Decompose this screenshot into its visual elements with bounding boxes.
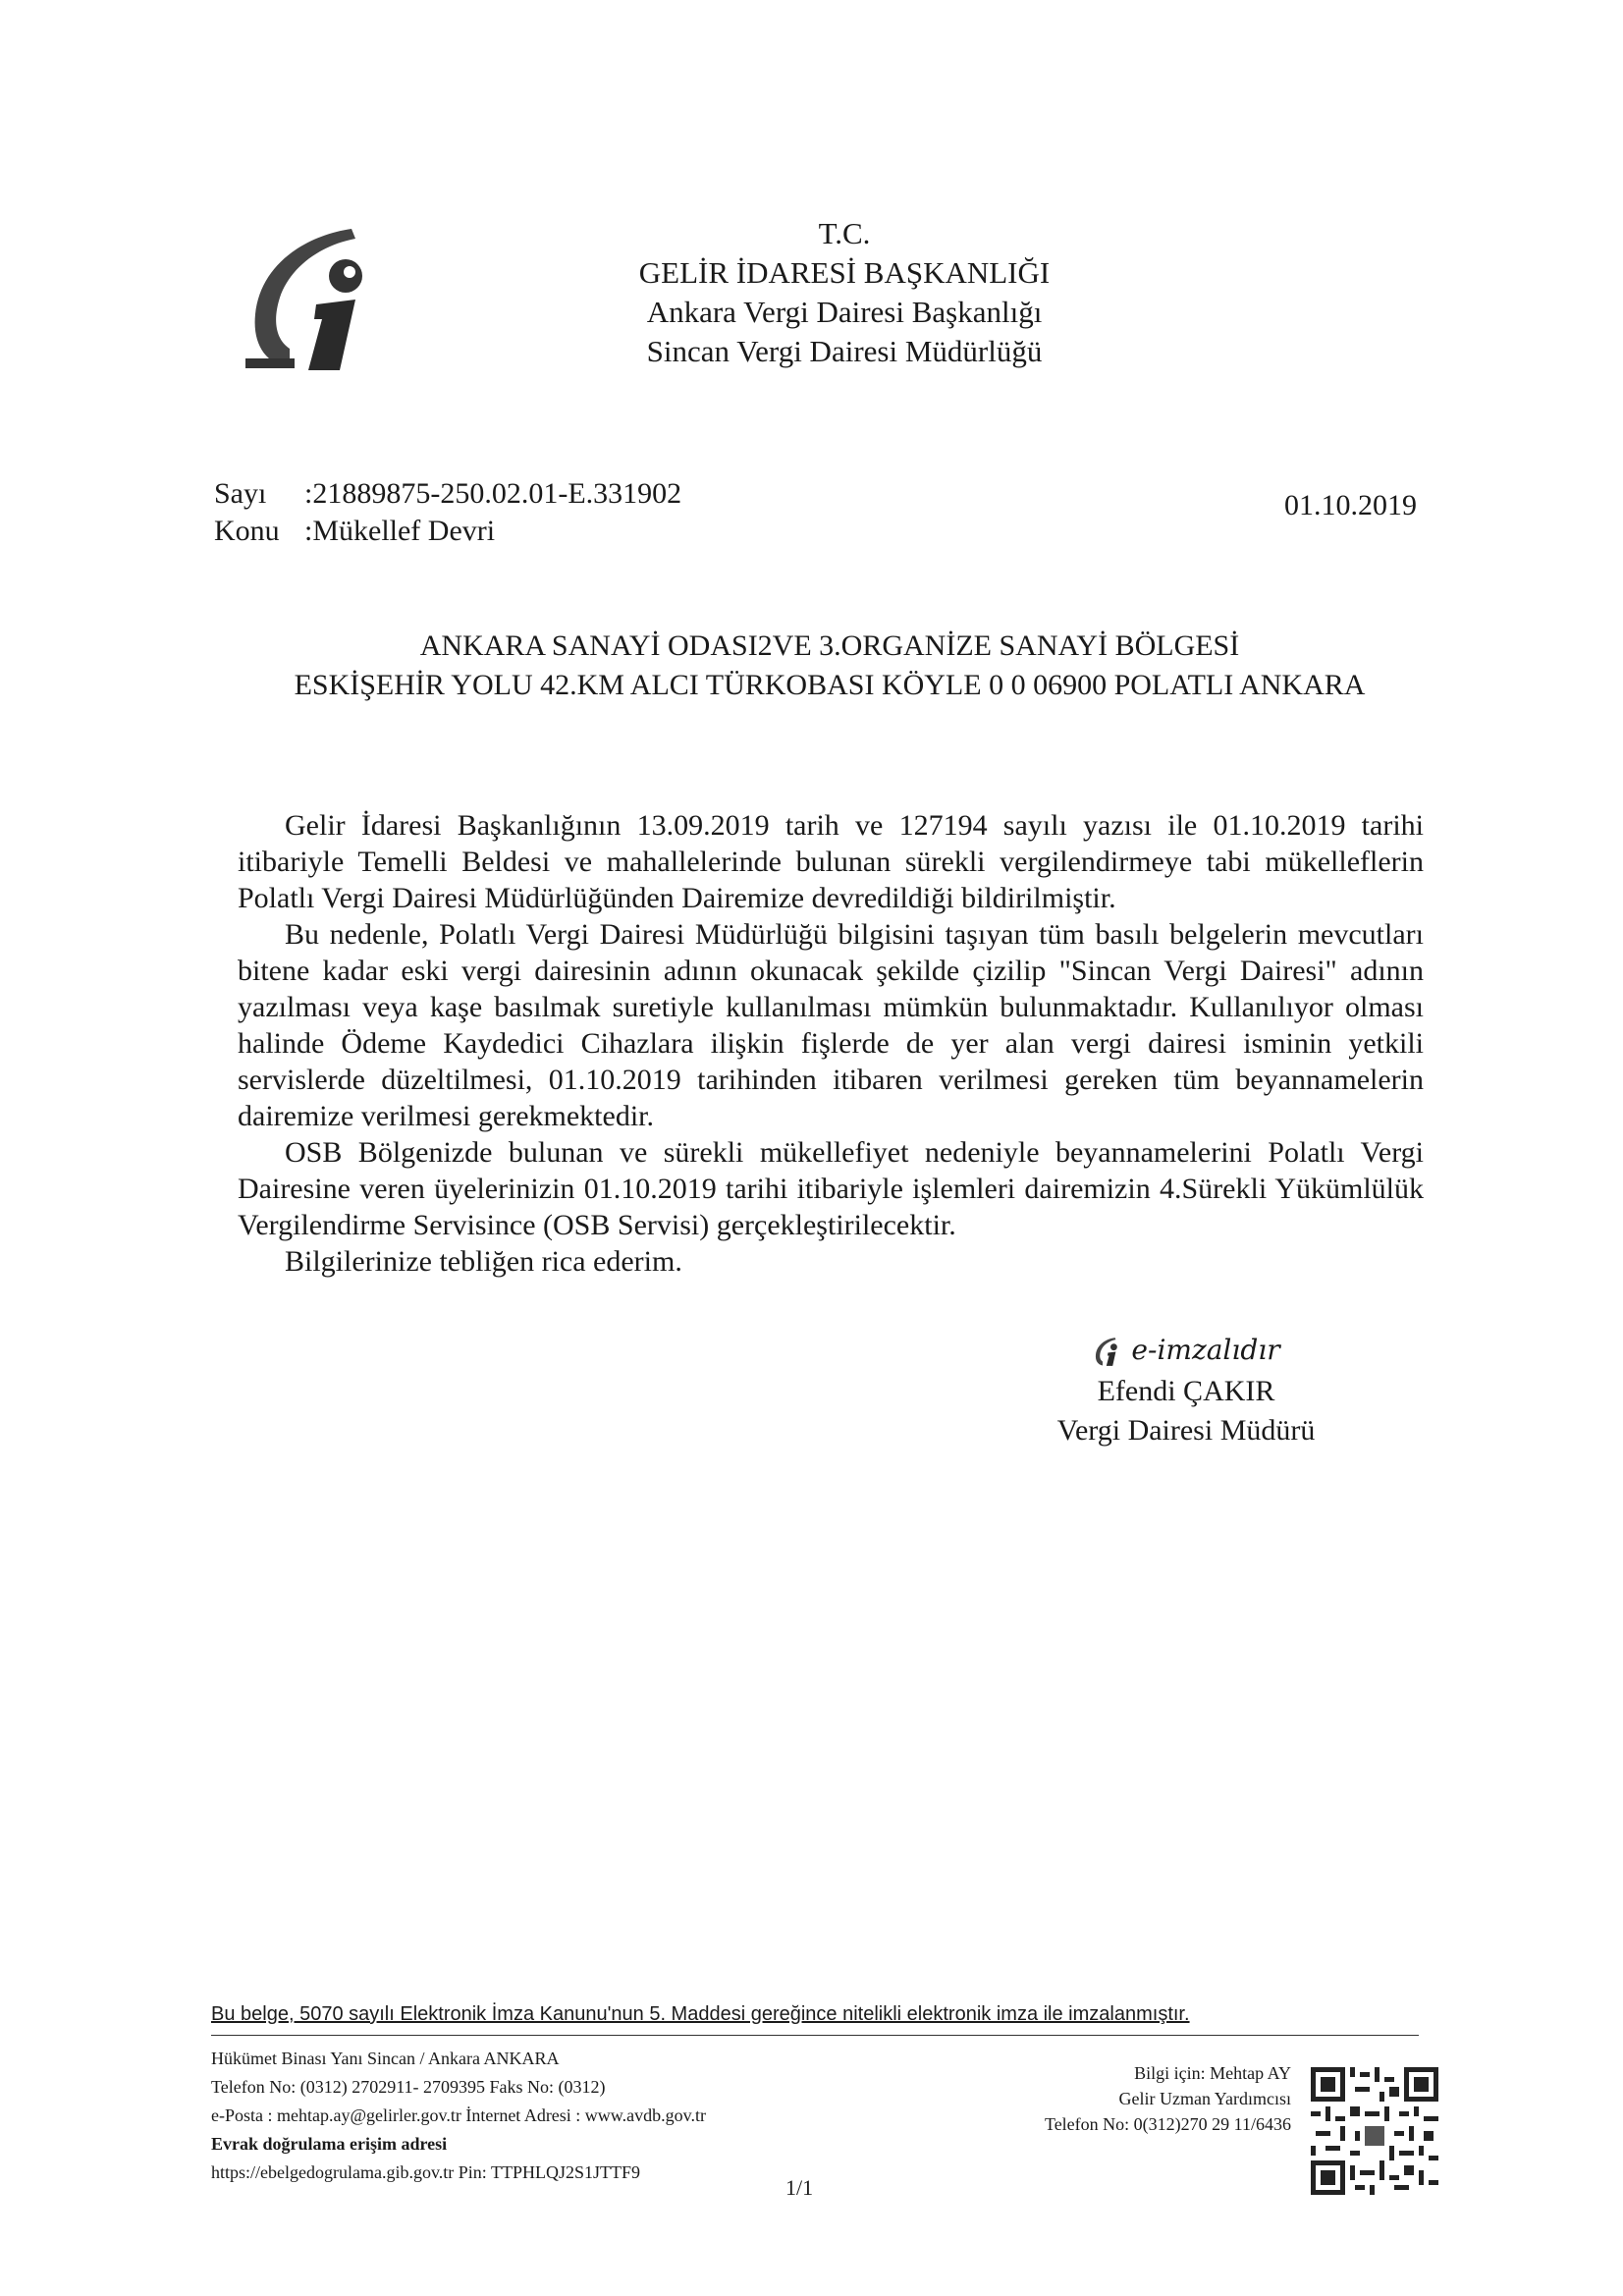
info-contact-title: Gelir Uzman Yardımcısı [1118,2089,1291,2108]
body-paragraph-4: Bilgilerinize tebliğen rica ederim. [285,1245,682,1278]
header-line-sincan: Sincan Vergi Dairesi Müdürlüğü [646,334,1043,368]
konu-label: Konu [214,515,280,547]
document-date: 01.10.2019 [1284,489,1417,521]
sayi-label: Sayı [214,477,267,510]
header-line-gib: GELİR İDARESİ BAŞKANLIĞI [638,255,1051,290]
sayi-value: :21889875-250.02.01-E.331902 [304,477,682,510]
footer-esign-note: Bu belge, 5070 sayılı Elektronik İmza Kanunu'nun 5. Maddesi gereğince nitelikli elektronik imza ile imzalanmıştır. [211,2003,1190,2025]
footer-verify-title: Evrak doğrulama erişim adresi [211,2134,448,2154]
meta-block [214,475,681,550]
body-paragraph-2: Bu nedenle, Polatlı Vergi Dairesi Müdürlüğü bilgisini taşıyan tüm basılı belgelerin mevcutları bitene kadar eski vergi dairesinin adının okunacak şekilde çizilip "Sincan Vergi Dairesi" adının yazılması veya kaşe basılmak suretiyle kullanılması mümkün bulunmaktadır. Kullanılıyor olması halinde Ödeme Kaydedici Cihazlara ilişkin fişlerde de yer alan vergi dairesi isminin yetkili servislerde düzeltilmesi, 01.10.2019 tarihinden itibaren verilmesi gereken tüm beyannamelerin dairemize verilmesi gerekmektedir. [238,918,1424,1132]
footer-verify-url[interactable]: https://ebelgedogrulama.gib.gov.tr Pin: TTPHLQJ2S1JTTF9 [211,2162,640,2182]
footer-contact [211,2045,706,2187]
body-paragraph-3: OSB Bölgenizde bulunan ve sürekli mükellefiyet nedeniyle beyannamelerini Polatlı Vergi Dairesine veren üyelerinizin 01.10.2019 tarihi itibariyle işlemleri dairemizin 4.Sürekli Yükümlülük Vergilendirme Servisince (OSB Servisi) gerçekleştirilecektir. [238,1136,1424,1241]
addressee-line-2: ESKİŞEHİR YOLU 42.KM ALCI TÜRKOBASI KÖYLE 0 0 06900 POLATLI ANKARA [294,669,1366,701]
qr-code-icon [1311,2067,1438,2195]
footer-phone: Telefon No: (0312) 2702911- 2709395 Faks No: (0312) [211,2077,606,2097]
addressee [226,627,1434,705]
gib-small-logo-icon [1092,1334,1121,1367]
signature-block [1039,1331,1333,1450]
body-paragraph-1: Gelir İdaresi Başkanlığının 13.09.2019 tarih ve 127194 sayılı yazısı ile 01.10.2019 tarihi itibariyle Temelli Beldesi ve mahallelerinde bulunan sürekli vergilendirmeye tabi mükelleflerin Polatlı Vergi Dairesi Müdürlüğünden Dairemize devredildiği bildirilmiştir. [238,809,1424,914]
konu-value: :Mükellef Devri [304,515,496,547]
letter-body [238,807,1424,1280]
header-line-tc: T.C. [818,216,871,250]
e-signature-mark [1039,1331,1333,1370]
header [550,214,1139,371]
e-signature-text: e-imzalıdır [1131,1334,1280,1366]
footer-divider [211,2035,1419,2036]
page-number: 1/1 [785,2175,814,2200]
footer-address: Hükümet Binası Yanı Sincan / Ankara ANKARA [211,2049,560,2068]
header-line-ankara: Ankara Vergi Dairesi Başkanlığı [646,295,1043,329]
signer-name: Efendi ÇAKIR [1097,1375,1275,1407]
footer-email: e-Posta : mehtap.ay@gelirler.gov.tr İnternet Adresi : www.avdb.gov.tr [211,2105,706,2125]
konu-row [214,513,681,550]
signer-title: Vergi Dairesi Müdürü [1056,1414,1316,1447]
footer-info [982,2060,1291,2137]
info-contact-person: Bilgi için: Mehtap AY [1134,2063,1291,2083]
sayi-row [214,475,681,513]
info-contact-phone: Telefon No: 0(312)270 29 11/6436 [1044,2114,1291,2134]
addressee-line-1: ANKARA SANAYİ ODASI2VE 3.ORGANİZE SANAYİ BÖLGESİ [419,629,1240,662]
gib-logo-icon [236,211,383,373]
